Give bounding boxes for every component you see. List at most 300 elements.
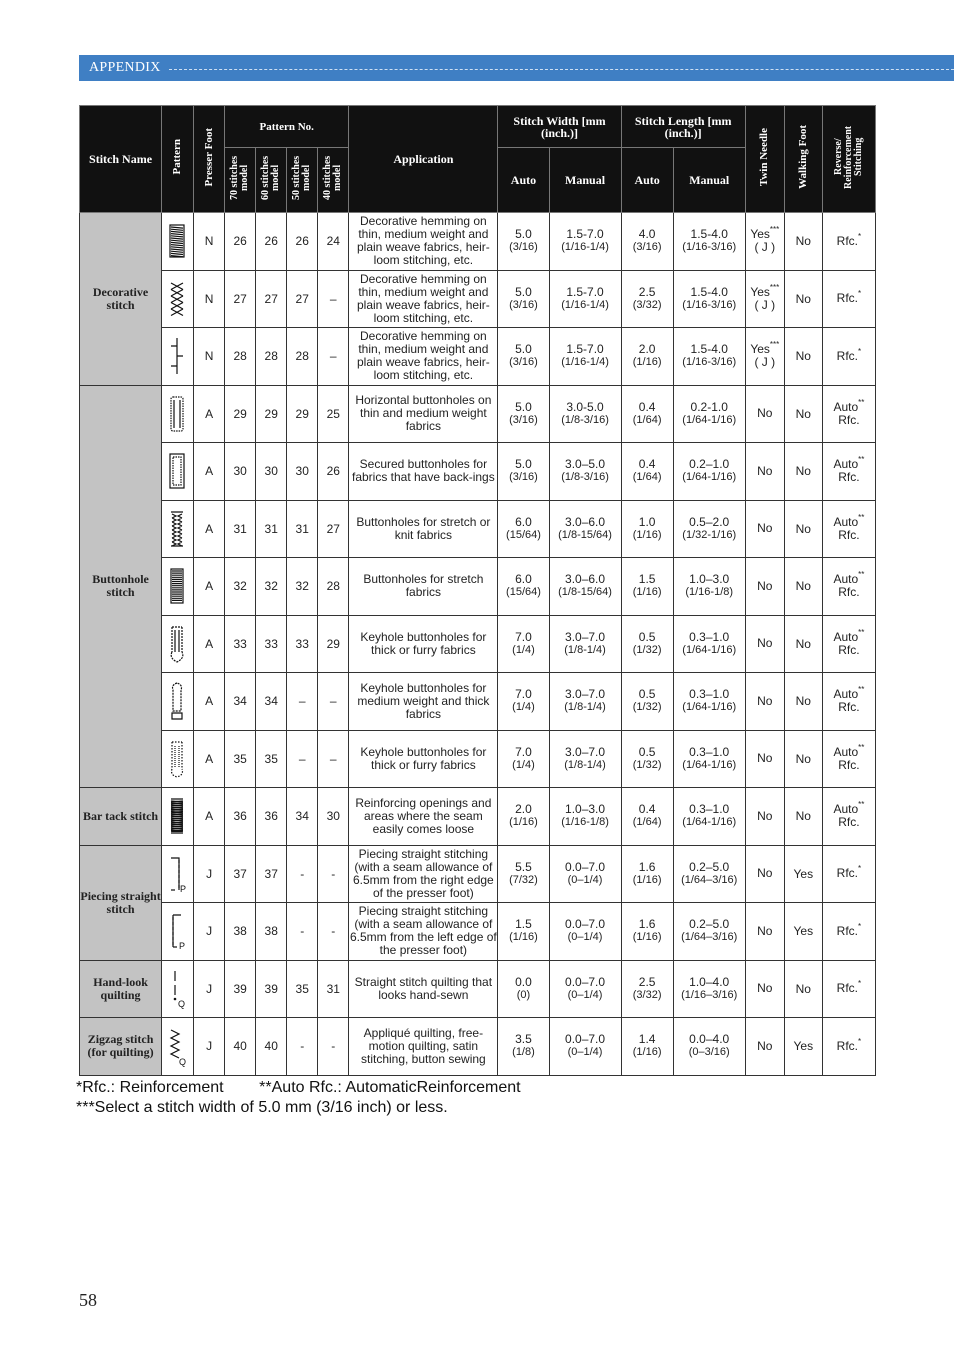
value-mm: 1.5-4.0 — [690, 284, 728, 299]
value-inch: (1/64-1/16) — [682, 471, 737, 484]
reverse-text: Rfc. — [836, 291, 859, 306]
application-text: Decorative hemming on thin, medium weight and plain weave fabrics, heir-loom stitching, etc. — [349, 328, 498, 386]
pattern-number: 38 — [225, 903, 256, 961]
col-pattern-no: Pattern No. — [225, 106, 349, 148]
reverse-mark: * — [858, 289, 862, 299]
value-lm — [673, 903, 745, 961]
value-mm: 1.5-7.0 — [566, 284, 604, 299]
pattern-number: – — [318, 270, 349, 328]
pattern-cell — [162, 270, 194, 328]
col-model-40: 40 stitches model — [318, 148, 349, 213]
col-walking-foot: Walking Foot — [784, 106, 822, 213]
walking-foot-value: Yes — [784, 845, 822, 903]
stitch-pattern-icon — [167, 449, 189, 493]
reverse-mark: ** — [858, 570, 865, 580]
pattern-number: 26 — [287, 213, 318, 271]
twin-needle-text: No — [757, 808, 773, 823]
reverse-text: Auto — [833, 629, 859, 644]
pattern-number: - — [318, 1018, 349, 1076]
value-la — [621, 673, 673, 731]
pattern-number: 39 — [256, 960, 287, 1018]
application-text: Buttonholes for stretch fabrics — [349, 558, 498, 616]
pattern-number: - — [318, 845, 349, 903]
value-wm — [549, 615, 621, 673]
pattern-cell — [162, 673, 194, 731]
pattern-number: 31 — [318, 960, 349, 1018]
pattern-number: 34 — [287, 788, 318, 846]
pattern-number: 36 — [225, 788, 256, 846]
value-mm: 1.5-4.0 — [690, 227, 728, 242]
value-la — [621, 845, 673, 903]
pattern-number: 34 — [225, 673, 256, 731]
table-row — [80, 1018, 876, 1076]
pattern-cell — [162, 615, 194, 673]
value-wa — [498, 903, 549, 961]
presser-foot: A — [194, 673, 225, 731]
table-row — [80, 558, 876, 616]
value-wm — [549, 903, 621, 961]
application-text: Piecing straight stitching (with a seam allowance of 6.5mm from the right edge of the presser foot) — [349, 845, 498, 903]
pattern-number: 40 — [225, 1018, 256, 1076]
value-mm: 5.0 — [515, 457, 532, 472]
value-inch: (0–1/4) — [567, 1046, 603, 1059]
pattern-number: 32 — [256, 558, 287, 616]
pattern-number: 38 — [256, 903, 287, 961]
reverse-sub: Rfc. — [838, 815, 860, 830]
reverse-mark: ** — [858, 397, 865, 407]
stitch-group-name: Decorative stitch — [80, 213, 162, 386]
pattern-number: – — [287, 730, 318, 788]
value-inch: (1/64-1/16) — [682, 413, 737, 426]
value-la — [621, 443, 673, 501]
stitch-group-name: Hand-look quilting — [80, 960, 162, 1018]
walking-foot-value: No — [784, 443, 822, 501]
table-row — [80, 385, 876, 443]
value-mm: 0.2–5.0 — [689, 917, 730, 932]
pattern-number: 24 — [318, 213, 349, 271]
value-lm — [673, 500, 745, 558]
value-mm: 0.4 — [638, 802, 656, 817]
application-text: Horizontal buttonholes on thin and medium weight fabrics — [349, 385, 498, 443]
twin-needle-text: Yes — [750, 284, 770, 299]
pattern-number: 26 — [318, 443, 349, 501]
twin-needle-text: No — [757, 463, 773, 478]
value-inch: (1/32) — [632, 701, 662, 714]
value-la — [621, 903, 673, 961]
twin-needle-text: No — [757, 406, 773, 421]
value-mm: 4.0 — [638, 227, 656, 242]
value-inch: (3/16) — [509, 356, 538, 369]
reverse-mark: ** — [858, 800, 865, 810]
value-inch: (1/64–3/16) — [681, 931, 738, 944]
pattern-number: 36 — [256, 788, 287, 846]
value-inch: (1/8) — [512, 1046, 535, 1059]
twin-needle-text: Yes — [750, 342, 770, 357]
col-stitch-length: Stitch Length [mm (inch.)] — [621, 106, 745, 148]
col-pattern: Pattern — [162, 106, 194, 213]
value-lm — [673, 385, 745, 443]
reverse-mark: * — [858, 231, 862, 241]
value-wm — [549, 673, 621, 731]
reverse-mark: * — [858, 1036, 862, 1046]
value-lm — [673, 730, 745, 788]
pattern-cell — [162, 845, 194, 903]
value-wa — [498, 673, 549, 731]
col-twin-needle: Twin Needle — [745, 106, 784, 213]
twin-needle-value — [745, 903, 784, 961]
value-wm — [549, 960, 621, 1018]
value-mm: 0.4 — [638, 457, 656, 472]
walking-foot-value: No — [784, 788, 822, 846]
pattern-number: 37 — [256, 845, 287, 903]
presser-foot: A — [194, 788, 225, 846]
pattern-cell — [162, 500, 194, 558]
reverse-value — [822, 615, 875, 673]
reverse-mark: ** — [858, 627, 865, 637]
value-la — [621, 213, 673, 271]
value-la — [621, 1018, 673, 1076]
value-la — [621, 788, 673, 846]
value-inch: (1/16–3/16) — [681, 988, 738, 1001]
value-mm: 0.3–1.0 — [689, 629, 730, 644]
value-inch: (1/64-1/16) — [682, 643, 737, 656]
application-text: Keyhole buttonholes for medium weight and thick fabrics — [349, 673, 498, 731]
value-mm: 1.5-7.0 — [566, 227, 604, 242]
value-mm: 7.0 — [515, 744, 532, 759]
stitch-pattern-icon — [167, 507, 189, 551]
value-la — [621, 558, 673, 616]
value-wa — [498, 730, 549, 788]
value-mm: 5.0 — [515, 284, 532, 299]
twin-needle-text: No — [757, 578, 773, 593]
value-mm: 2.5 — [638, 974, 656, 989]
col-length-auto: Auto — [621, 148, 673, 213]
walking-foot-value: No — [784, 213, 822, 271]
pattern-number: – — [318, 730, 349, 788]
value-la — [621, 960, 673, 1018]
pattern-number: 27 — [256, 270, 287, 328]
value-inch: (1/16-1/4) — [561, 241, 609, 254]
value-inch: (1/16) — [632, 931, 662, 944]
pattern-number: 31 — [225, 500, 256, 558]
reverse-text: Rfc. — [836, 348, 859, 363]
value-inch: (1/64) — [632, 471, 662, 484]
reverse-value — [822, 328, 875, 386]
twin-needle-mark: *** — [769, 225, 780, 235]
value-mm: 7.0 — [515, 687, 532, 702]
table-body — [80, 213, 876, 1076]
col-stitch-name: Stitch Name — [80, 106, 162, 213]
col-application: Application — [349, 106, 498, 213]
col-reverse-reinforcement: Reverse/ Reinforcement Stitching — [822, 106, 875, 213]
walking-foot-value: No — [784, 615, 822, 673]
value-mm: 3.0–6.0 — [565, 572, 606, 587]
twin-needle-value — [745, 385, 784, 443]
value-inch: (0–1/4) — [567, 931, 603, 944]
value-wa — [498, 213, 549, 271]
value-inch: (3/32) — [632, 988, 662, 1001]
section-label: APPENDIX — [89, 60, 161, 75]
value-mm: 7.0 — [515, 629, 532, 644]
reverse-text: Rfc. — [836, 233, 859, 248]
stitch-pattern-icon — [167, 392, 189, 436]
value-wa — [498, 328, 549, 386]
value-wa — [498, 1018, 549, 1076]
value-wa — [498, 845, 549, 903]
value-mm: 5.0 — [515, 399, 532, 414]
value-mm: 5.0 — [515, 342, 532, 357]
walking-foot-value: No — [784, 500, 822, 558]
col-width-auto: Auto — [498, 148, 549, 213]
twin-needle-value — [745, 960, 784, 1018]
pattern-number: 33 — [256, 615, 287, 673]
stitch-pattern-icon — [167, 794, 189, 838]
value-mm: 2.0 — [638, 342, 656, 357]
reverse-mark: * — [858, 979, 862, 989]
value-mm: 0.5–2.0 — [689, 514, 730, 529]
col-stitch-width: Stitch Width [mm (inch.)] — [498, 106, 621, 148]
value-inch: (1/16-1/8) — [561, 816, 609, 829]
value-mm: 1.0–4.0 — [689, 974, 730, 989]
value-mm: 1.6 — [638, 859, 656, 874]
presser-foot: J — [194, 960, 225, 1018]
pattern-cell — [162, 328, 194, 386]
pattern-cell — [162, 385, 194, 443]
value-mm: 1.5-7.0 — [566, 342, 604, 357]
pattern-number: - — [287, 1018, 318, 1076]
value-inch: (1/16) — [509, 931, 538, 944]
stitch-pattern-icon — [167, 737, 189, 781]
stitch-group-name: Zigzag stitch (for quilting) — [80, 1018, 162, 1076]
stitch-pattern-icon — [167, 679, 189, 723]
value-mm: 0.4 — [638, 399, 656, 414]
pattern-number: 37 — [225, 845, 256, 903]
twin-needle-value — [745, 845, 784, 903]
application-text: Keyhole buttonholes for thick or furry fabrics — [349, 615, 498, 673]
svg-text:Q: Q — [178, 1057, 186, 1068]
table-row — [80, 270, 876, 328]
value-mm: 0.5 — [638, 744, 656, 759]
reverse-sub: Rfc. — [838, 700, 860, 715]
value-inch: (1/16) — [509, 816, 538, 829]
pattern-number: 35 — [287, 960, 318, 1018]
value-mm: 3.0-5.0 — [566, 399, 604, 414]
pattern-cell — [162, 960, 194, 1018]
twin-needle-text: No — [757, 693, 773, 708]
reverse-mark: ** — [858, 455, 865, 465]
pattern-number: – — [318, 328, 349, 386]
pattern-number: 29 — [225, 385, 256, 443]
pattern-number: 30 — [318, 788, 349, 846]
stitch-settings-table — [79, 105, 876, 1076]
pattern-number: 32 — [287, 558, 318, 616]
twin-needle-value — [745, 673, 784, 731]
pattern-number: - — [318, 903, 349, 961]
value-lm — [673, 1018, 745, 1076]
reverse-text: Rfc. — [836, 1038, 859, 1053]
reverse-value — [822, 673, 875, 731]
reverse-value — [822, 385, 875, 443]
appendix-banner — [79, 55, 954, 81]
reverse-text: Auto — [833, 572, 859, 587]
stitch-group-name: Buttonhole stitch — [80, 385, 162, 788]
value-inch: (1/16) — [632, 528, 662, 541]
walking-foot-value: Yes — [784, 1018, 822, 1076]
value-inch: (0–1/4) — [567, 873, 603, 886]
value-wm — [549, 270, 621, 328]
reverse-mark: * — [858, 921, 862, 931]
col-presser-foot: Presser Foot — [194, 106, 225, 213]
value-mm: 3.0–5.0 — [565, 457, 606, 472]
reverse-text: Rfc. — [836, 981, 859, 996]
twin-needle-value — [745, 615, 784, 673]
value-mm: 1.5 — [638, 572, 656, 587]
value-wa — [498, 500, 549, 558]
pattern-number: – — [287, 673, 318, 731]
walking-foot-value: No — [784, 558, 822, 616]
stitch-pattern-icon — [167, 967, 189, 1011]
stitch-pattern-icon — [167, 219, 189, 263]
value-inch: (1/16-1/4) — [561, 356, 609, 369]
walking-foot-value: No — [784, 270, 822, 328]
table-row — [80, 443, 876, 501]
footnote-line-2: ***Select a stitch width of 5.0 mm (3/16 inch) or less. — [76, 1099, 448, 1116]
pattern-number: 35 — [256, 730, 287, 788]
reverse-mark: ** — [858, 512, 865, 522]
value-la — [621, 730, 673, 788]
value-inch: (3/16) — [632, 241, 662, 254]
value-lm — [673, 270, 745, 328]
value-mm: 0.0–7.0 — [565, 917, 606, 932]
value-inch: (1/4) — [512, 758, 535, 771]
walking-foot-value: No — [784, 328, 822, 386]
value-lm — [673, 788, 745, 846]
value-lm — [673, 615, 745, 673]
reverse-text: Auto — [833, 399, 859, 414]
value-mm: 0.2-1.0 — [690, 399, 728, 414]
value-wa — [498, 960, 549, 1018]
stitch-pattern-icon — [167, 1024, 189, 1068]
twin-needle-value — [745, 788, 784, 846]
col-model-50: 50 stitches model — [287, 148, 318, 213]
value-inch: (1/16-3/16) — [682, 241, 737, 254]
value-inch: (1/16-1/4) — [561, 298, 609, 311]
value-inch: (1/32) — [632, 758, 662, 771]
value-inch: (1/64-1/16) — [682, 816, 737, 829]
pattern-number: 39 — [225, 960, 256, 1018]
reverse-text: Auto — [833, 687, 859, 702]
value-inch: (15/64) — [506, 528, 541, 541]
reverse-mark: ** — [858, 685, 865, 695]
value-la — [621, 385, 673, 443]
col-length-manual: Manual — [673, 148, 745, 213]
stitch-pattern-icon — [167, 277, 189, 321]
svg-text:P: P — [178, 941, 185, 952]
stitch-pattern-icon — [167, 564, 189, 608]
value-inch: (0–1/4) — [567, 988, 603, 1001]
value-mm: 0.3–1.0 — [689, 687, 730, 702]
value-mm: 0.0–7.0 — [565, 1032, 606, 1047]
reverse-value — [822, 788, 875, 846]
value-mm: 1.6 — [638, 917, 656, 932]
reverse-value — [822, 960, 875, 1018]
pattern-number: 35 — [225, 730, 256, 788]
pattern-cell — [162, 788, 194, 846]
value-mm: 0.0–7.0 — [565, 974, 606, 989]
twin-needle-value — [745, 730, 784, 788]
value-mm: 3.0–6.0 — [565, 514, 606, 529]
application-text: Buttonholes for stretch or knit fabrics — [349, 500, 498, 558]
pattern-number: 29 — [318, 615, 349, 673]
value-inch: (1/64-1/16) — [682, 701, 737, 714]
twin-needle-value — [745, 500, 784, 558]
value-mm: 0.2–5.0 — [689, 859, 730, 874]
value-la — [621, 328, 673, 386]
value-mm: 1.0 — [638, 514, 656, 529]
value-mm: 3.0–7.0 — [565, 744, 606, 759]
pattern-number: 27 — [225, 270, 256, 328]
twin-needle-text: Yes — [750, 227, 770, 242]
value-wm — [549, 385, 621, 443]
pattern-cell — [162, 558, 194, 616]
value-wa — [498, 385, 549, 443]
svg-text:Q: Q — [177, 998, 185, 1009]
application-text: Reinforcing openings and areas where the seam easily comes loose — [349, 788, 498, 846]
pattern-number: 26 — [256, 213, 287, 271]
reverse-sub: Rfc. — [838, 412, 860, 427]
stitch-group-name: Piecing straight stitch — [80, 845, 162, 960]
pattern-number: 28 — [287, 328, 318, 386]
value-inch: (1/64) — [632, 816, 662, 829]
banner-dash-line — [169, 69, 954, 70]
presser-foot: A — [194, 500, 225, 558]
value-mm: 2.0 — [515, 802, 532, 817]
value-lm — [673, 328, 745, 386]
reverse-text: Auto — [833, 802, 859, 817]
value-wa — [498, 788, 549, 846]
twin-needle-text: No — [757, 866, 773, 881]
twin-needle-value — [745, 270, 784, 328]
value-mm: 0.0–4.0 — [689, 1032, 730, 1047]
value-inch: (1/16-3/16) — [682, 298, 737, 311]
value-inch: (3/16) — [509, 298, 538, 311]
stitch-pattern-icon — [167, 622, 189, 666]
pattern-number: 28 — [318, 558, 349, 616]
reverse-text: Rfc. — [836, 923, 859, 938]
value-mm: 1.5 — [515, 917, 532, 932]
value-inch: (1/16) — [632, 873, 662, 886]
walking-foot-value: No — [784, 385, 822, 443]
presser-foot: J — [194, 845, 225, 903]
table-row — [80, 673, 876, 731]
value-mm: 0.3–1.0 — [689, 802, 730, 817]
footnote-line-1: *Rfc.: Reinforcement **Auto Rfc.: AutomaticReinforcement — [76, 1079, 521, 1096]
value-mm: 0.2–1.0 — [689, 457, 730, 472]
twin-needle-value — [745, 443, 784, 501]
value-mm: 3.5 — [515, 1032, 532, 1047]
value-lm — [673, 845, 745, 903]
value-inch: (1/16) — [632, 356, 662, 369]
value-inch: (1/16) — [632, 1046, 662, 1059]
application-text: Decorative hemming on thin, medium weight and plain weave fabrics, heir-loom stitching, etc. — [349, 213, 498, 271]
presser-foot: N — [194, 270, 225, 328]
reverse-value — [822, 1018, 875, 1076]
twin-needle-text: No — [757, 521, 773, 536]
value-mm: 0.5 — [638, 629, 656, 644]
presser-foot: A — [194, 385, 225, 443]
presser-foot: J — [194, 1018, 225, 1076]
presser-foot: J — [194, 903, 225, 961]
